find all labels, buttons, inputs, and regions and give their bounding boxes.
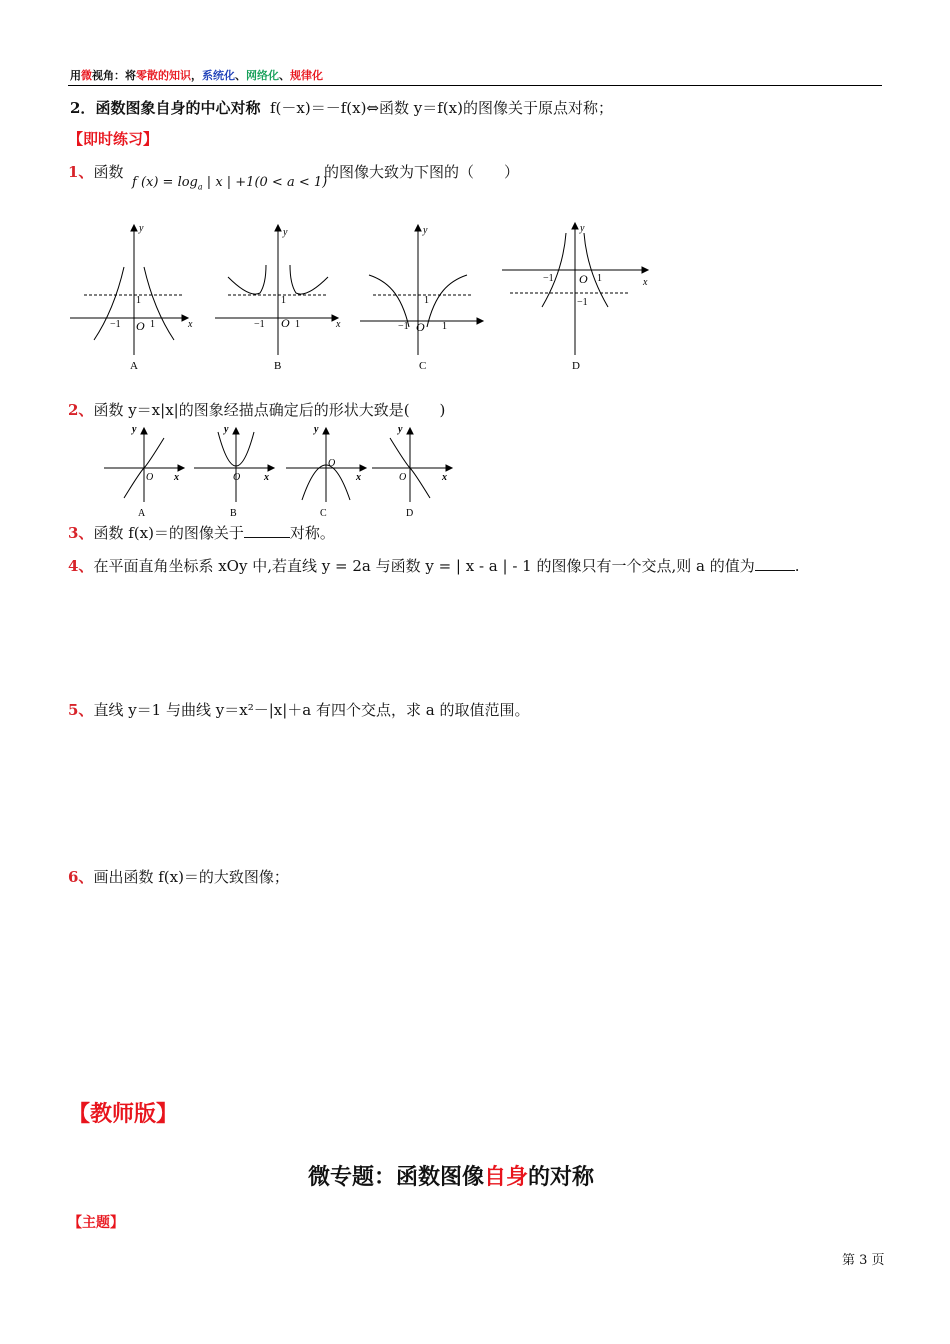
q3-answer-blank[interactable] xyxy=(244,524,290,538)
curve-right xyxy=(144,267,174,340)
q3-text2: 对称。 xyxy=(289,524,335,542)
q6-line xyxy=(68,866,289,887)
section2-formula: f(－x)＝－f(x)⇔函数 y＝f(x)的图像关于原点对称； xyxy=(270,99,613,117)
q1-num: 1、 xyxy=(68,163,94,181)
header-rule xyxy=(68,85,882,86)
curve-left xyxy=(369,275,409,327)
q4-text2: . xyxy=(794,557,800,575)
graph-d-p1: 1 xyxy=(597,273,602,284)
graph-d-m1: −1 xyxy=(543,273,554,284)
y-arrow xyxy=(572,223,578,229)
graph-b-o: O xyxy=(281,316,290,330)
header-part: ， xyxy=(191,69,202,82)
q1-prefix: 函数 xyxy=(93,163,124,181)
q2-c-y: y xyxy=(314,424,319,435)
q6-num: 6、 xyxy=(68,868,94,886)
graph-d-y1: −1 xyxy=(577,297,588,308)
graph-a-label: A xyxy=(130,360,138,372)
y-arrow xyxy=(415,225,421,231)
graph-c-m1: −1 xyxy=(398,321,409,332)
q4-answer-blank[interactable] xyxy=(755,557,795,571)
q2-c-label: C xyxy=(320,508,327,519)
graph-a-o: O xyxy=(136,319,145,333)
q6-text: 画出函数 f(x)＝的大致图像； xyxy=(93,868,289,886)
q1-graph-c xyxy=(360,225,483,355)
header-part: 视角：将 xyxy=(92,69,136,82)
graph-d-y: y xyxy=(580,223,585,234)
section2-num: 2． xyxy=(70,99,96,117)
q1-graph-d xyxy=(502,223,648,355)
graph-c-y: y xyxy=(423,225,428,236)
page-number: 第 3 页 xyxy=(842,1253,885,1268)
x-arrow xyxy=(178,465,184,471)
q1-suffix: 的图像大致为下图的（ ） xyxy=(324,163,520,181)
title-part1: 微专题：函数图像 xyxy=(308,1165,485,1190)
graph-c-p1: 1 xyxy=(442,321,447,332)
q2-graph-d xyxy=(372,428,452,502)
q2-a-label: A xyxy=(138,508,146,519)
header-part: 微 xyxy=(81,69,92,82)
q1-formula-main: f (x) = log xyxy=(132,175,198,190)
q2-b-o: O xyxy=(233,472,241,483)
graph-a-p1: 1 xyxy=(150,319,155,330)
graph-b-label: B xyxy=(274,360,282,372)
x-arrow xyxy=(360,465,366,471)
x-arrow xyxy=(446,465,452,471)
curve-right xyxy=(290,265,328,294)
q3-num: 3、 xyxy=(68,524,94,542)
graph-b-p1: 1 xyxy=(295,319,300,330)
q1-graphs xyxy=(60,215,660,375)
x-arrow xyxy=(642,267,648,273)
y-arrow xyxy=(275,225,281,231)
section2-line xyxy=(70,97,613,118)
q2-a-x: x xyxy=(174,472,179,483)
graph-b-y: y xyxy=(283,227,288,238)
q2-text: 函数 y＝x|x|的图象经描点确定后的形状大致是( ) xyxy=(93,401,446,419)
q1-formula xyxy=(132,175,327,192)
q2-d-label: D xyxy=(406,508,414,519)
graph-b-x: x xyxy=(336,319,341,330)
q1-formula-rest: | x | +1(0 < a < 1) xyxy=(202,175,328,190)
q4-line xyxy=(68,555,800,576)
q5-line xyxy=(68,699,529,720)
q2-d-y: y xyxy=(398,424,403,435)
teacher-label: 【教师版】 xyxy=(68,1102,179,1127)
q2-b-label: B xyxy=(230,508,237,519)
y-arrow xyxy=(141,428,147,434)
q1-graph-b xyxy=(215,225,338,355)
header-part: 网络化 xyxy=(246,69,279,82)
q2-d-o: O xyxy=(399,472,407,483)
header-part: 规律化 xyxy=(290,69,323,82)
graph-c-y1: 1 xyxy=(424,295,429,306)
curve-left xyxy=(228,265,266,294)
y-arrow xyxy=(131,225,137,231)
q1-formula-sub: a xyxy=(197,182,203,192)
q2-graph-c xyxy=(286,428,366,502)
title-part2: 自身 xyxy=(484,1165,529,1190)
graph-d-o: O xyxy=(579,272,588,286)
y-arrow xyxy=(233,428,239,434)
q2-b-y: y xyxy=(224,424,229,435)
q2-num: 2、 xyxy=(68,401,94,419)
graph-c-label: C xyxy=(419,360,427,372)
header-part: 用 xyxy=(70,69,81,82)
q5-num: 5、 xyxy=(68,701,94,719)
q3-text1: 函数 f(x)＝的图像关于 xyxy=(93,524,244,542)
x-arrow xyxy=(477,318,483,324)
q3-line xyxy=(68,522,335,543)
page-title xyxy=(308,1160,594,1191)
title-part3: 的对称 xyxy=(528,1165,595,1190)
graph-a-y: y xyxy=(139,223,144,234)
graph-a-x: x xyxy=(188,319,193,330)
x-arrow xyxy=(268,465,274,471)
y-arrow xyxy=(323,428,329,434)
header-slogan xyxy=(70,67,323,83)
q2-graphs xyxy=(100,420,460,520)
q4-text1: 在平面直角坐标系 xOy 中,若直线 y = 2a 与函数 y = | x - a | - 1 的图像只有一个交点,则 a 的值为 xyxy=(93,557,755,575)
q5-text: 直线 y＝1 与曲线 y＝x²－|x|＋a 有四个交点，求 a 的取值范围。 xyxy=(93,701,530,719)
header-part: 、 xyxy=(235,69,246,82)
q2-a-o: O xyxy=(146,472,154,483)
header-part: 零散的知识 xyxy=(136,69,191,82)
graph-a-y1: 1 xyxy=(136,295,141,306)
practice-title: 【即时练习】 xyxy=(68,130,159,148)
header-part: 系统化 xyxy=(202,69,235,82)
q4-num: 4、 xyxy=(68,557,94,575)
q2-d-x: x xyxy=(442,472,447,483)
q1-graph-a xyxy=(70,225,188,355)
graph-a-m1: −1 xyxy=(110,319,121,330)
q2-c-o: O xyxy=(328,458,336,469)
theme-label: 【主题】 xyxy=(68,1215,124,1231)
graph-d-label: D xyxy=(572,360,580,372)
q1-line xyxy=(68,161,123,182)
q2-graph-a xyxy=(104,428,184,502)
q2-c-x: x xyxy=(356,472,361,483)
curve-right xyxy=(427,275,467,327)
y-arrow xyxy=(407,428,413,434)
graph-b-m1: −1 xyxy=(254,319,265,330)
graph-d-x: x xyxy=(643,277,648,288)
section2-title: 函数图象自身的中心对称 xyxy=(95,99,261,117)
header-part: 、 xyxy=(279,69,290,82)
q2-a-y: y xyxy=(132,424,137,435)
graph-c-o: O xyxy=(416,320,425,334)
q2-line xyxy=(68,399,445,420)
q2-b-x: x xyxy=(264,472,269,483)
q2-graph-b xyxy=(194,428,274,502)
graph-b-y1: 1 xyxy=(281,295,286,306)
